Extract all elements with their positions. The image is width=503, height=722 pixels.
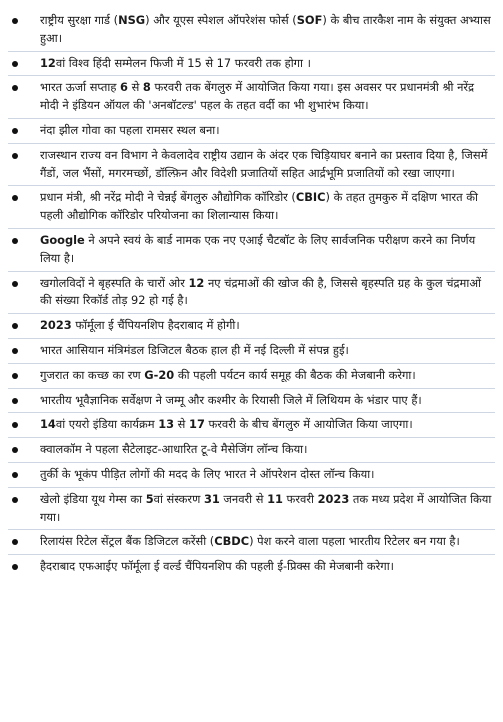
bullet-icon xyxy=(12,497,18,503)
news-item xyxy=(8,413,495,438)
news-item xyxy=(8,389,495,414)
bullet-icon xyxy=(12,238,18,244)
news-item xyxy=(8,463,495,488)
news-item-highlight: 8 xyxy=(142,80,151,95)
news-item-highlight: NSG xyxy=(118,13,146,27)
news-item-highlight: 5 xyxy=(145,491,154,506)
news-item-text: ) के तहत तुमकुरु में दक्षिण भारत की पहली औद्योगिक कॉरिडोर परियोजना का शिलान्यास किया। xyxy=(40,190,478,223)
news-item-text: की पहली पर्यटन कार्य समूह की बैठक की मेजबानी करेगा। xyxy=(174,367,416,382)
news-item xyxy=(8,364,495,389)
bullet-icon xyxy=(12,281,18,287)
news-item-text: से xyxy=(127,80,143,95)
news-item-text: ) और यूएस स्पेशल ऑपरेशंस फोर्स ( xyxy=(145,13,297,27)
news-item xyxy=(8,339,495,364)
news-item-text: से xyxy=(174,417,190,432)
bullet-icon xyxy=(12,472,18,478)
news-item-text: गुजरात का कच्छ का रण xyxy=(40,367,145,382)
news-item-highlight: 13 xyxy=(158,417,175,432)
news-item-highlight: 31 xyxy=(203,491,220,506)
bullet-icon xyxy=(12,373,18,379)
news-item-text: खेलो इंडिया यूथ गेम्स का xyxy=(40,491,146,506)
bullet-icon xyxy=(12,18,18,24)
news-item-highlight: 6 xyxy=(120,80,128,95)
news-bullet-list xyxy=(8,9,495,579)
news-item-text: ने अपने स्वयं के बार्ड नामक एक नए एआई चैटबॉट के लिए सार्वजनिक परीक्षण करने का निर्णय लिया है। xyxy=(40,232,476,265)
news-item-text: फरवरी xyxy=(282,491,318,506)
news-item xyxy=(8,144,495,187)
bullet-icon xyxy=(12,61,18,67)
bullet-icon xyxy=(12,85,18,91)
news-item-text: फरवरी तक बेंगलुरु में आयोजित किया गया। इस अवसर पर प्रधानमंत्री श्री नरेंद्र मोदी ने इंडियन ऑयल की 'अनबॉटल्ड' पहल के तहत वर्दी का भी शुभारंभ किया। xyxy=(40,80,475,113)
bullet-icon xyxy=(12,348,18,354)
news-item-highlight: 2023 xyxy=(317,491,350,506)
news-item-text: राजस्थान राज्य वन विभाग ने केवलादेव राष्ट्रीय उद्यान के अंदर एक चिड़ियाघर बनाने का प्रस्ताव दिया है, जिसमें गैंडों, जल भैंसों, मगरमच्छों, डॉल्फ़िन और विदेशी प्रजातियों सहित आर्द्रभूमि प्रजातियों को रखा जाएगा। xyxy=(40,147,488,180)
news-item-highlight: G-20 xyxy=(144,367,175,382)
news-item-highlight: 12 xyxy=(188,275,205,290)
news-item-text: भारतीय भूवैज्ञानिक सर्वेक्षण ने जम्मू और कश्मीर के रियासी जिले में लिथियम के भंडार पाए हैं। xyxy=(40,392,422,407)
news-item-text: नए चंद्रमाओं की खोज की है, जिससे बृहस्पति ग्रह के कुल चंद्रमाओं की संख्या रिकॉर्ड तोड़ 92 हो गई है। xyxy=(40,275,481,308)
news-item-text: तक मध्य प्रदेश में आयोजित किया गया। xyxy=(40,491,492,524)
news-item xyxy=(8,76,495,119)
news-item xyxy=(8,229,495,272)
news-item-highlight: 2023 xyxy=(40,318,72,333)
news-item-text: नंदा झील गोवा का पहला रामसर स्थल बना। xyxy=(40,122,220,137)
news-item-text: फॉर्मूला ई चैंपियनशिप हैदराबाद में होगी। xyxy=(71,318,240,333)
news-item-text: फरवरी के बीच बेंगलुरु में आयोजित किया जाएगा। xyxy=(204,417,413,432)
bullet-icon xyxy=(12,128,18,134)
news-item-highlight: Google xyxy=(40,232,85,247)
news-item-text: क्वालकॉम ने पहला सैटेलाइट-आधारित टू-वे मैसेजिंग लॉन्च किया। xyxy=(40,442,308,457)
news-item xyxy=(8,438,495,463)
news-item-text: हैदराबाद एफआईए फॉर्मूला ई वर्ल्ड चैंपियनशिप की पहली ई-प्रिक्स की मेजबानी करेगा। xyxy=(40,559,394,574)
news-item xyxy=(8,52,495,77)
news-item-highlight: 17 xyxy=(189,417,205,432)
news-item xyxy=(8,272,495,315)
news-item-highlight: 12 xyxy=(40,55,56,70)
news-item xyxy=(8,488,495,531)
news-item xyxy=(8,9,495,52)
news-item-text: खगोलविदों ने बृहस्पति के चारों ओर xyxy=(40,275,189,290)
bullet-icon xyxy=(12,447,18,453)
news-item-highlight: 14 xyxy=(40,417,56,432)
bullet-icon xyxy=(12,564,18,570)
news-item-text: वां विश्व हिंदी सम्मेलन फिजी में 15 से 17 फरवरी तक होगा । xyxy=(55,55,311,70)
news-item xyxy=(8,119,495,144)
news-item-text: रिलायंस रिटेल सेंट्रल बैंक डिजिटल करेंसी ( xyxy=(40,534,215,549)
news-item xyxy=(8,186,495,229)
bullet-icon xyxy=(12,422,18,428)
bullet-icon xyxy=(12,153,18,159)
news-item-highlight: CBIC xyxy=(295,190,326,205)
news-item-text: वां एयरो इंडिया कार्यक्रम xyxy=(55,417,159,432)
news-item-text: प्रधान मंत्री, श्री नरेंद्र मोदी ने चेन्नई बेंगलुरु औद्योगिक कॉरिडोर ( xyxy=(40,190,296,205)
news-item-text: जनवरी से xyxy=(219,491,268,506)
news-item-text: ) पेश करने वाला पहला भारतीय रिटेलर बन गया है। xyxy=(249,534,460,549)
news-item-text: भारत ऊर्जा सप्ताह xyxy=(40,80,121,95)
news-item-highlight: SOF xyxy=(296,13,323,27)
news-item-text: भारत आसियान मंत्रिमंडल डिजिटल बैठक हाल ही में नई दिल्ली में संपन्न हुई। xyxy=(40,342,349,357)
news-item-highlight: CBDC xyxy=(214,534,250,549)
news-item xyxy=(8,530,495,555)
news-item-text: राष्ट्रीय सुरक्षा गार्ड ( xyxy=(40,13,119,27)
news-item-text: तुर्की के भूकंप पीड़ित लोगों की मदद के लिए भारत ने ऑपरेशन दोस्त लॉन्च किया। xyxy=(40,466,375,481)
news-item-text: ) के बीच तारकैश नाम के संयुक्त अभ्यास हुआ। xyxy=(40,13,491,45)
news-item-text: वां संस्करण xyxy=(153,491,204,506)
news-item xyxy=(8,555,495,579)
news-item-highlight: 11 xyxy=(267,491,283,506)
bullet-icon xyxy=(12,323,18,329)
bullet-icon xyxy=(12,398,18,404)
news-item xyxy=(8,314,495,339)
bullet-icon xyxy=(12,195,18,201)
bullet-icon xyxy=(12,539,18,545)
